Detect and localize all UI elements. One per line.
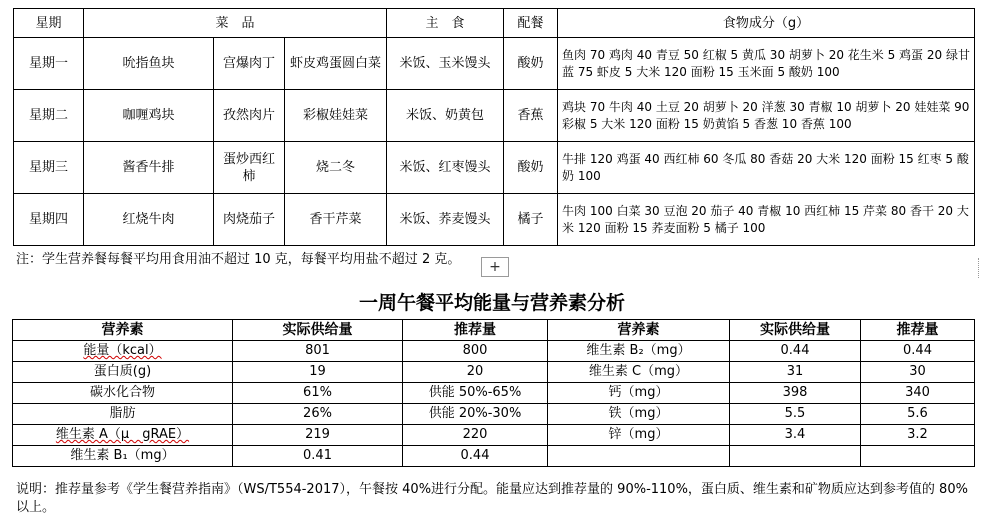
staple-cell: 米饭、红枣馒头: [387, 142, 504, 194]
actual-value: 5.5: [730, 404, 861, 425]
analysis-note: 说明：推荐量参考《学生餐营养指南》（WS/T554-2017），午餐按 40%进行分配。能量应达到推荐量的 90%-110%，蛋白质、维生素和矿物质应达到参考值的 80%以上。: [16, 482, 968, 515]
actual-value: 3.4: [730, 425, 861, 446]
dish-cell: 香干芹菜: [285, 194, 387, 246]
ingredients-cell: 鱼肉 70 鸡肉 40 青豆 50 红椒 5 黄瓜 30 胡萝卜 20 花生米 5 鸡蛋 20 绿甘蓝 75 虾皮 5 大米 120 面粉 15 玉米面 5 酸奶 100: [558, 38, 975, 90]
recommended-value: 供能 20%-30%: [403, 404, 548, 425]
recommended-value: 340: [861, 383, 975, 404]
ingredients-cell: 牛肉 100 白菜 30 豆泡 20 茄子 40 青椒 10 西红柿 15 芹菜 80 香干 20 大米 120 面粉 15 荞麦面粉 5 橘子 100: [558, 194, 975, 246]
side-cell: 香蕉: [504, 90, 558, 142]
side-cell: 酸奶: [504, 38, 558, 90]
table-row: [13, 362, 975, 383]
header-day: 星期: [14, 9, 84, 38]
menu-header-row: [14, 9, 975, 38]
dish-cell: 彩椒娃娃菜: [285, 90, 387, 142]
side-cell: 酸奶: [504, 142, 558, 194]
recommended-value: 20: [403, 362, 548, 383]
plus-icon: +: [489, 259, 501, 275]
ingredients-cell: 牛排 120 鸡蛋 40 西红柿 60 冬瓜 80 香菇 20 大米 120 面粉 15 红枣 5 酸奶 100: [558, 142, 975, 194]
recommended-value: 800: [403, 341, 548, 362]
dish-cell: 虾皮鸡蛋圆白菜: [285, 38, 387, 90]
staple-cell: 米饭、奶黄包: [387, 90, 504, 142]
staple-cell: 米饭、玉米馒头: [387, 38, 504, 90]
nutrient-table: [12, 319, 975, 467]
nutrient-name: 维生素 A（μ gRAE）: [13, 425, 233, 446]
nutrient-name: 维生素 C（mg）: [548, 362, 730, 383]
day-cell: 星期一: [14, 38, 84, 90]
table-row: [13, 404, 975, 425]
nutrient-name: 铁（mg）: [548, 404, 730, 425]
table-row: [14, 194, 975, 246]
dish-cell: 蛋炒西红柿: [214, 142, 285, 194]
nutrient-name: 蛋白质(g): [13, 362, 233, 383]
staple-cell: 米饭、荞麦馒头: [387, 194, 504, 246]
table-row: [13, 446, 975, 467]
table-row: [14, 142, 975, 194]
actual-value: 61%: [233, 383, 403, 404]
table-row: [14, 38, 975, 90]
dish-cell: 烧二冬: [285, 142, 387, 194]
table-row: [13, 383, 975, 404]
actual-value: [730, 446, 861, 467]
table-row: [14, 90, 975, 142]
nutrient-name: 维生素 B₂（mg）: [548, 341, 730, 362]
table-row: [13, 425, 975, 446]
header-actual: 实际供给量: [730, 320, 861, 341]
day-cell: 星期二: [14, 90, 84, 142]
side-cell: 橘子: [504, 194, 558, 246]
actual-value: 219: [233, 425, 403, 446]
page-edge-marker: [978, 258, 983, 278]
dish-cell: 孜然肉片: [214, 90, 285, 142]
dish-cell: 肉烧茄子: [214, 194, 285, 246]
actual-value: 26%: [233, 404, 403, 425]
header-dishes: 菜 品: [84, 9, 387, 38]
recommended-value: [861, 446, 975, 467]
ingredients-cell: 鸡块 70 牛肉 40 土豆 20 胡萝卜 20 洋葱 30 青椒 10 胡萝卜 20 娃娃菜 90 彩椒 5 大米 120 面粉 15 奶黄馅 5 香葱 10 香蕉 100: [558, 90, 975, 142]
nutrient-header-row: [13, 320, 975, 341]
dish-cell: 红烧牛肉: [84, 194, 214, 246]
header-recommended: 推荐量: [861, 320, 975, 341]
recommended-value: 3.2: [861, 425, 975, 446]
dish-cell: 宫爆肉丁: [214, 38, 285, 90]
nutrient-name: 锌（mg）: [548, 425, 730, 446]
header-side: 配餐: [504, 9, 558, 38]
header-actual: 实际供给量: [233, 320, 403, 341]
menu-note: 注：学生营养餐每餐平均用食用油不超过 10 克，每餐平均用盐不超过 2 克。: [16, 252, 461, 267]
dish-cell: 咖喱鸡块: [84, 90, 214, 142]
actual-value: 0.44: [730, 341, 861, 362]
recommended-value: 供能 50%-65%: [403, 383, 548, 404]
nutrient-name: 脂肪: [13, 404, 233, 425]
add-row-button[interactable]: [481, 257, 509, 277]
nutrient-name: 能量（kcal）: [13, 341, 233, 362]
nutrient-name: 碳水化合物: [13, 383, 233, 404]
header-nutrient: 营养素: [13, 320, 233, 341]
header-ingredients: 食物成分（g）: [558, 9, 975, 38]
dish-cell: 酱香牛排: [84, 142, 214, 194]
actual-value: 0.41: [233, 446, 403, 467]
recommended-value: 0.44: [861, 341, 975, 362]
header-recommended: 推荐量: [403, 320, 548, 341]
nutrient-name: 钙（mg）: [548, 383, 730, 404]
day-cell: 星期四: [14, 194, 84, 246]
nutrient-name: 维生素 B₁（mg）: [13, 446, 233, 467]
recommended-value: 0.44: [403, 446, 548, 467]
dish-cell: 吮指鱼块: [84, 38, 214, 90]
nutrient-name: [548, 446, 730, 467]
recommended-value: 5.6: [861, 404, 975, 425]
actual-value: 801: [233, 341, 403, 362]
table-row: [13, 341, 975, 362]
actual-value: 19: [233, 362, 403, 383]
header-staple: 主 食: [387, 9, 504, 38]
actual-value: 398: [730, 383, 861, 404]
header-nutrient: 营养素: [548, 320, 730, 341]
recommended-value: 220: [403, 425, 548, 446]
recommended-value: 30: [861, 362, 975, 383]
analysis-title: 一周午餐平均能量与营养素分析: [358, 292, 625, 314]
menu-table: [13, 8, 975, 246]
actual-value: 31: [730, 362, 861, 383]
day-cell: 星期三: [14, 142, 84, 194]
